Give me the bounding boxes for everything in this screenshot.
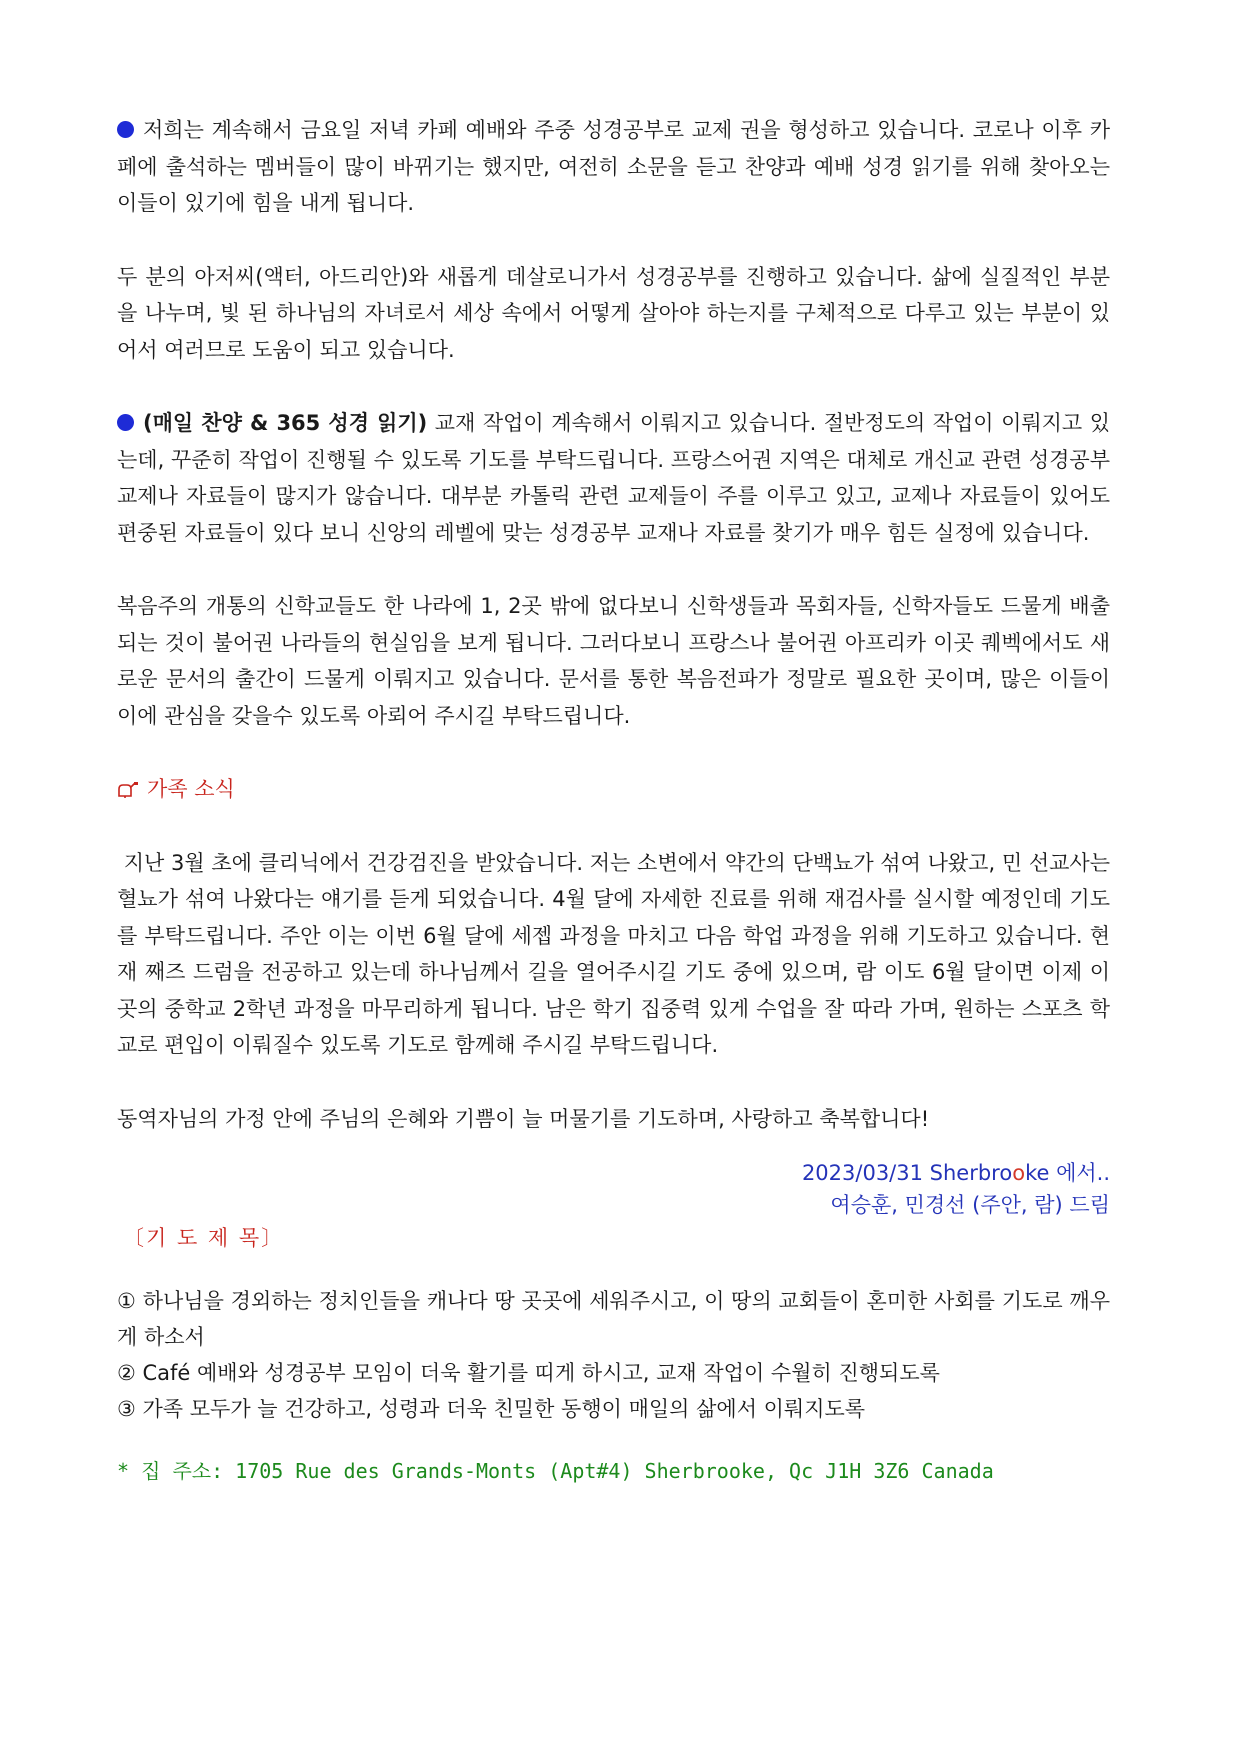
- paragraph-text: 지난 3월 초에 클리닉에서 건강검진을 받았습니다. 저는 소변에서 약간의 단백뇨가 섞여 나왔고, 민 선교사는 혈뇨가 섞여 나왔다는 얘기를 듣게 되었습니다. 4월 달에 자세한 진료를 위해 재검사를 실시할 예정인데 기도를 부탁드립니다. 주안 이는 이번 6월 달에 세젭 과정을 마치고 다음 학업 과정을 위해 기도하고 있습니다. 현재 째즈 드럼을 전공하고 있는데 하나님께서 길을 열어주시길 기도 중에 있으며, 람 이도 6월 달이면 이제 이곳의 중학교 2학년 과정을 마무리하게 됩니다. 남은 학기 집중력 있게 수업을 잘 따라 가며, 원하는 스포츠 학교로 편입이 이뤄질수 있도록 기도로 함께해 주시길 부탁드립니다.: [117, 850, 1110, 1057]
- paragraph-seminary: [117, 588, 1110, 734]
- paragraph-text: 동역자님의 가정 안에 주님의 은혜와 기쁨이 늘 머물기를 기도하며, 사랑하고 축복합니다!: [117, 1106, 930, 1131]
- mailbox-icon: [117, 781, 139, 798]
- material-title: (매일 찬양 & 365 성경 읽기): [143, 411, 428, 435]
- prayer-heading: 〔기 도 제 목〕: [123, 1226, 285, 1250]
- signature-text: 2023/03/31 Sherbro: [801, 1161, 1013, 1185]
- paragraph-text: 두 분의 아저씨(액터, 아드리안)와 새롭게 데살로니가서 성경공부를 진행하고 있습니다. 삶에 실질적인 부분을 나누며, 빛 된 하나님의 자녀로서 세상 속에서 어떻게 살아야 하는지를 구체적으로 다루고 있는 부분이 있어서 여러므로 도움이 되고 있습니다.: [117, 264, 1110, 362]
- paragraph-cafe-worship: [117, 112, 1110, 222]
- signature-letter: o: [1012, 1161, 1026, 1185]
- family-news-heading: [117, 771, 1110, 808]
- prayer-list: [117, 1283, 1110, 1427]
- family-heading-text: 가족 소식: [147, 777, 235, 801]
- paragraph-text: 복음주의 개통의 신학교들도 한 나라에 1, 2곳 밖에 없다보니 신학생들과 목회자들, 신학자들도 드물게 배출되는 것이 불어권 나라들의 현실임을 보게 됩니다. 그러다보니 프랑스나 불어권 아프리카 이곳 퀘벡에서도 새로운 문서의 출간이 드물게 이뤄지고 있습니다. 문서를 통한 복음전파가 정말로 필요한 곳이며, 많은 이들이 이에 관심을 갖을수 있도록 아뢰어 주시길 부탁드립니다.: [117, 594, 1110, 728]
- paragraph-family: [117, 845, 1110, 1064]
- signature-text: ke 에서..: [1025, 1161, 1110, 1185]
- paragraph-blessing: [117, 1101, 1110, 1138]
- home-address: * 집 주소: 1705 Rue des Grands-Monts (Apt#4) Sherbrooke, Qc J1H 3Z6 Canada: [117, 1459, 994, 1483]
- letter-page: [117, 112, 1110, 1489]
- paragraph-text: 저희는 계속해서 금요일 저녁 카페 예배와 주중 성경공부로 교제 권을 형성하고 있습니다. 코로나 이후 카페에 출석하는 멤버들이 많이 바뀌기는 했지만, 여전히 소문을 듣고 찬양과 예배 성경 읽기를 위해 찾아오는 이들이 있기에 힘을 내게 됩니다.: [117, 118, 1110, 215]
- bullet-icon: [117, 414, 134, 431]
- bullet-icon: [117, 121, 134, 138]
- paragraph-text: 교재 작업이 계속해서 이뤄지고 있습니다. 절반정도의 작업이 이뤄지고 있는데, 꾸준히 작업이 진행될 수 있도록 기도를 부탁드립니다. 프랑스어권 지역은 대체로 개신교 관련 성경공부 교제나 자료들이 많지가 않습니다. 대부분 카톨릭 관련 교제들이 주를 이루고 있고, 교제나 자료들이 있어도 편중된 자료들이 있다 보니 신앙의 레벨에 맞는 성경공부 교재나 자료를 찾기가 매우 힘든 실정에 있습니다.: [117, 411, 1111, 545]
- signature-names: 여승훈, 민경선 (주안, 람) 드림: [830, 1193, 1110, 1217]
- prayer-item: ③ 가족 모두가 늘 건강하고, 성령과 더욱 친밀한 동행이 매일의 삶에서 이뤄지도록: [117, 1397, 866, 1421]
- prayer-item: ② Café 예배와 성경공부 모임이 더욱 활기를 띠게 하시고, 교재 작업이 수월히 진행되도록: [117, 1361, 940, 1385]
- prayer-item: ① 하나님을 경외하는 정치인들을 캐나다 땅 곳곳에 세워주시고, 이 땅의 교회들이 혼미한 사회를 기도로 깨우게 하소서: [117, 1289, 1110, 1349]
- paragraph-bible-study: [117, 259, 1110, 369]
- signature-block: [117, 1157, 1110, 1221]
- signature-date-place: [117, 1157, 1110, 1189]
- paragraph-material-work: [117, 405, 1110, 551]
